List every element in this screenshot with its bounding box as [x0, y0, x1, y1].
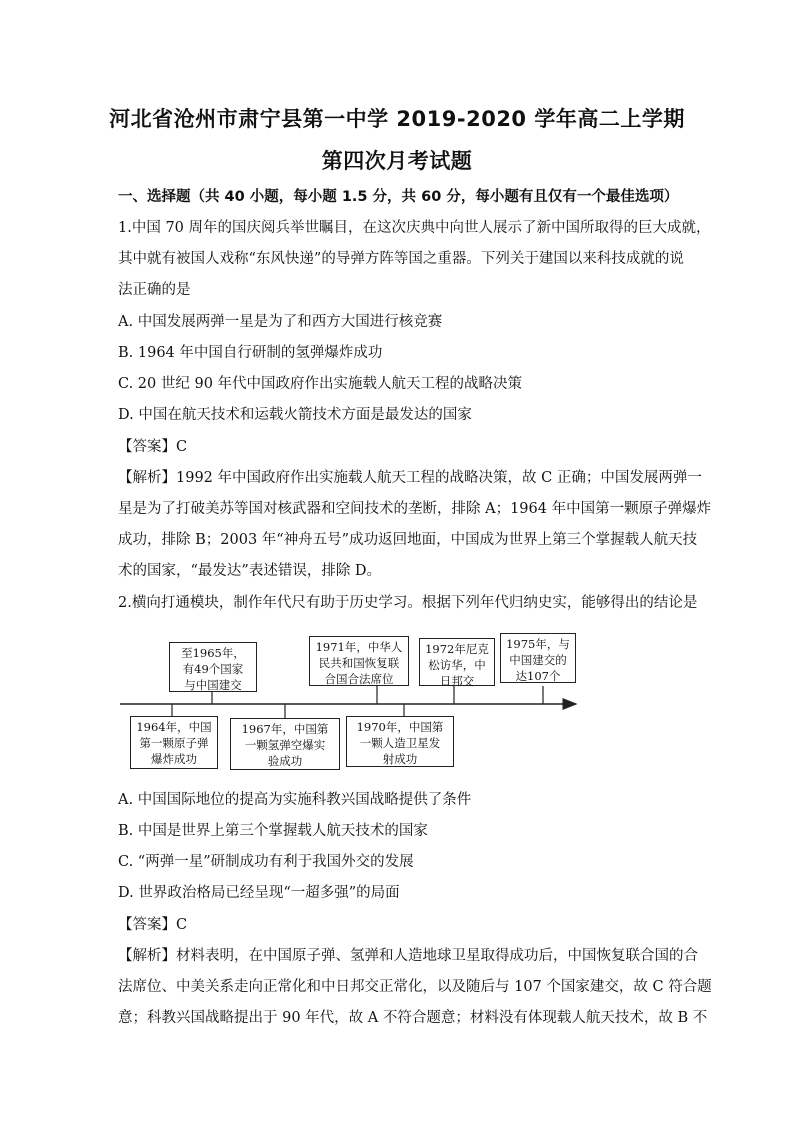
- timeline-event-top: 1971年，中华人 民共和国恢复联 合国合法席位: [309, 636, 409, 686]
- q1-option-c: C. 20 世纪 90 年代中国政府作出实施载人航天工程的战略决策: [118, 376, 523, 392]
- timeline-event-bottom: 1967年，中国第 一颗氢弹空爆实 验成功: [230, 718, 340, 770]
- q1-analysis-line: 成功，排除 B；2003 年“神舟五号”成功返回地面，中国成为世界上第三个掌握载人航天技: [118, 532, 698, 548]
- q1-option-a: A. 中国发展两弹一星是为了和西方大国进行核竞赛: [118, 314, 443, 330]
- q2-option-b: B. 中国是世界上第三个掌握载人航天技术的国家: [118, 823, 428, 839]
- q1-analysis-line: 星是为了打破美苏等国对核武器和空间技术的垄断，排除 A；1964 年中国第一颗原子弹爆炸: [118, 501, 712, 517]
- q1-answer: 【答案】C: [118, 439, 188, 455]
- section-heading: 一、选择题（共 40 小题，每小题 1.5 分，共 60 分，每小题有且仅有一个最佳选项）: [118, 189, 679, 205]
- q2-option-d: D. 世界政治格局已经呈现“一超多强”的局面: [118, 885, 400, 901]
- q1-stem-line: 1.中国 70 周年的国庆阅兵举世瞩目，在这次庆典中向世人展示了新中国所取得的巨大成就，: [118, 220, 711, 236]
- q2-answer: 【答案】C: [118, 917, 188, 933]
- timeline-event-top: 1972年尼克 松访华，中 日邦交: [419, 638, 495, 686]
- q1-stem-line: 法正确的是: [118, 282, 191, 298]
- q2-stem: 2.横向打通模块，制作年代尺有助于历史学习。根据下列年代归纳史实，能够得出的结论是: [118, 595, 698, 611]
- document-title-line1: 河北省沧州市肃宁县第一中学 2019-2020 学年高二上学期: [109, 107, 685, 131]
- timeline-event-top: 1975年，与 中国建交的 达107个: [500, 633, 576, 683]
- timeline-event-bottom: 1964年，中国 第一颗原子弹 爆炸成功: [130, 716, 218, 769]
- q2-option-c: C. “两弹一星”研制成功有利于我国外交的发展: [118, 854, 414, 870]
- timeline-event-bottom: 1970年，中国第 一颗人造卫星发 射成功: [346, 716, 454, 767]
- timeline-event-top: 至1965年， 有49个国家 与中国建交: [169, 642, 257, 692]
- document-title-line2: 第四次月考试题: [321, 149, 473, 173]
- q1-option-d: D. 中国在航天技术和运载火箭技术方面是最发达的国家: [118, 407, 472, 423]
- q1-stem-line: 其中就有被国人戏称“东风快递”的导弹方阵等国之重器。下列关于建国以来科技成就的说: [118, 251, 684, 267]
- q2-option-a: A. 中国国际地位的提高为实施科教兴国战略提供了条件: [118, 792, 472, 808]
- q1-option-b: B. 1964 年中国自行研制的氢弹爆炸成功: [118, 345, 383, 361]
- q2-analysis-line: 【解析】材料表明，在中国原子弹、氢弹和人造地球卫星取得成功后，中国恢复联合国的合: [118, 948, 698, 964]
- q1-analysis-line: 【解析】1992 年中国政府作出实施载人航天工程的战略决策，故 C 正确；中国发展两弹一: [118, 470, 702, 486]
- q1-analysis-line: 术的国家，“最发达”表述错误，排除 D。: [118, 563, 382, 579]
- q2-analysis-line: 法席位、中美关系走向正常化和中日邦交正常化，以及随后与 107 个国家建交，故 C 符合题: [118, 979, 712, 995]
- q2-analysis-line: 意；科教兴国战略提出于 90 年代，故 A 不符合题意；材料没有体现载人航天技术，故 B 不: [118, 1010, 708, 1026]
